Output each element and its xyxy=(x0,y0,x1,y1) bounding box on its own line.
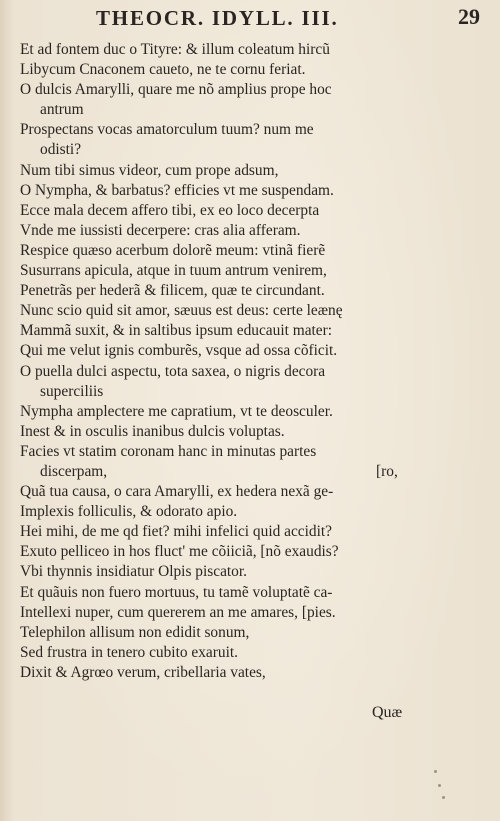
text-line-content: antrum xyxy=(40,101,84,119)
text-line xyxy=(20,321,490,341)
text-line-content: O dulcis Amarylli, quare me nõ amplius prope hoc xyxy=(20,81,332,99)
text-line xyxy=(20,502,490,522)
text-line-content: Inest & in osculis inanibus dulcis voluptas. xyxy=(20,422,285,440)
text-line-content: Prospectans vocas amatorculum tuum? num me xyxy=(20,121,314,139)
text-line xyxy=(20,301,490,321)
text-line-content: Exuto pelliceo in hos fluct' me cõiiciã, [nõ exaudis? xyxy=(20,543,339,561)
text-line-content: O puella dulci aspectu, tota saxea, o nigris decora xyxy=(20,362,326,380)
text-line xyxy=(20,442,490,462)
text-line xyxy=(20,562,490,582)
text-line xyxy=(20,542,490,562)
text-line-content: Respice quæso acerbum dolorẽ meum: vtinã fierẽ xyxy=(20,241,326,259)
text-line-content: Hei mihi, de me qd fiet? mihi infelici quid accidit? xyxy=(20,523,332,541)
text-line-content: Libycum Cnaconem caueto, ne te cornu feriat. xyxy=(20,61,306,79)
text-body xyxy=(20,40,490,683)
text-line xyxy=(20,80,490,100)
paper-speck xyxy=(438,784,441,787)
text-line xyxy=(20,603,490,623)
text-line xyxy=(20,221,490,241)
text-line xyxy=(20,583,490,603)
text-line-continuation: [ro, xyxy=(376,462,398,480)
text-line xyxy=(20,341,490,361)
text-line-content: Num tibi simus videor, cum prope adsum, xyxy=(20,161,279,179)
text-line xyxy=(20,40,490,60)
text-line xyxy=(20,643,490,663)
text-line xyxy=(20,161,490,181)
text-line-content: Susurrans apicula, atque in tuum antrum venirem, xyxy=(20,262,327,280)
running-head: THEOCR. IDYLL. III. xyxy=(96,6,339,30)
text-line-content: Dixit & Agrœo verum, cribellaria vates, xyxy=(20,663,266,681)
text-line xyxy=(20,140,490,160)
text-line-content: Qui me velut ignis comburẽs, vsque ad ossa cõficit. xyxy=(20,342,338,360)
page-number: 29 xyxy=(458,4,480,29)
text-line xyxy=(20,522,490,542)
text-line-content: Et ad fontem duc o Tityre: & illum coleatum hircũ xyxy=(20,41,330,58)
paper-speck xyxy=(434,770,437,773)
text-line-content: Nunc scio quid sit amor, sæuus est deus: certe leænę xyxy=(20,302,343,320)
text-line-content: Ecce mala decem affero tibi, ex eo loco decerpta xyxy=(20,201,320,219)
text-line-content: Facies vt statim coronam hanc in minutas partes xyxy=(20,442,317,460)
text-line xyxy=(20,100,490,120)
text-line xyxy=(20,422,490,442)
text-line xyxy=(20,382,490,402)
text-line-content: Nympha amplectere me capratium, vt te deosculer. xyxy=(20,402,333,420)
text-line xyxy=(20,241,490,261)
text-line-content: odisti? xyxy=(40,141,82,159)
text-line xyxy=(20,362,490,382)
text-line-content: superciliis xyxy=(40,382,104,400)
text-line xyxy=(20,261,490,281)
text-line xyxy=(20,482,490,502)
text-line-content: Implexis folliculis, & odorato apio. xyxy=(20,503,238,521)
text-line-content: Quã tua causa, o cara Amarylli, ex hedera nexã ge- xyxy=(20,483,334,501)
text-line-content: discerpam, xyxy=(40,462,108,480)
text-line xyxy=(20,462,490,482)
text-line-content: Et quãuis non fuero mortuus, tu tamẽ voluptatẽ ca- xyxy=(20,583,333,601)
paper-speck xyxy=(442,796,445,799)
text-line xyxy=(20,402,490,422)
catchword: Quæ xyxy=(372,704,403,721)
text-line xyxy=(20,201,490,221)
text-line-content: Telephilon allisum non edidit sonum, xyxy=(20,623,250,641)
page-header xyxy=(0,4,500,38)
text-line xyxy=(20,281,490,301)
text-line-content: Vbi thynnis insidiatur Olpis piscator. xyxy=(20,563,248,581)
text-line xyxy=(20,60,490,80)
text-line-content: Mammã suxit, & in saltibus ipsum educauit mater: xyxy=(20,322,333,340)
text-line-content: Sed frustra in tenero cubito exaruit. xyxy=(20,643,238,661)
text-line-content: Vnde me iussisti decerpere: cras alia afferam. xyxy=(20,221,301,239)
text-line xyxy=(20,623,490,643)
text-line-content: Penetrãs per hederã & filicem, quæ te circundant. xyxy=(20,282,325,300)
text-line-content: Intellexi nuper, cum quererem an me amares, [pies. xyxy=(20,603,336,621)
text-line-content: O Nympha, & barbatus? efficies vt me suspendam. xyxy=(20,181,334,199)
text-line xyxy=(20,663,490,683)
text-line xyxy=(20,181,490,201)
text-line xyxy=(20,120,490,140)
